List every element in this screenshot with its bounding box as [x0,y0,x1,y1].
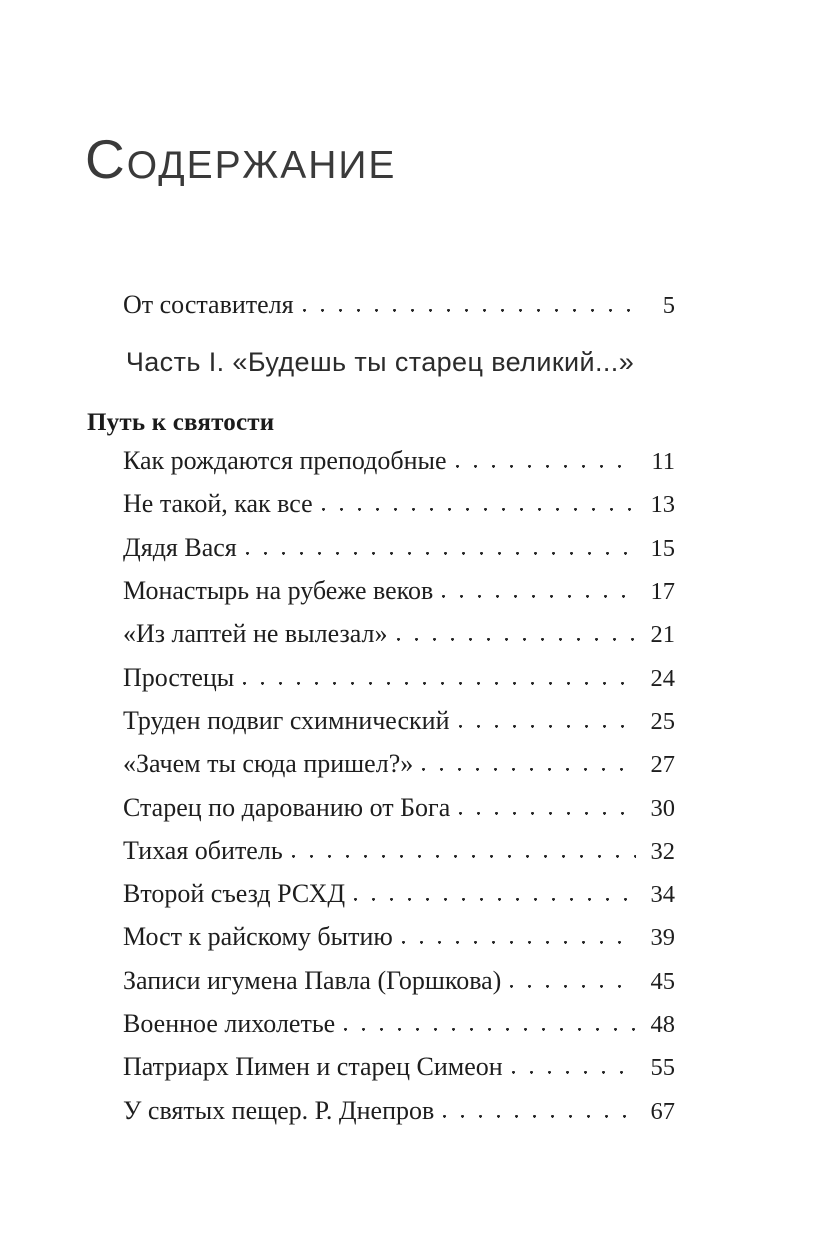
toc-entry-page: 34 [650,881,675,909]
toc-entry-page: 27 [650,751,675,779]
toc-entry [85,1009,675,1052]
toc-entry-page: 17 [650,577,675,605]
toc-entry-page: 5 [662,292,675,319]
toc-entry-title: Простецы [123,662,235,692]
toc-entry-title: Второй съезд РСХД [123,879,346,909]
dot-leader [421,749,636,792]
toc-entry-page: 30 [650,794,675,822]
toc-entry [85,966,675,1009]
toc-entry-front-matter [85,290,675,333]
toc-entry-title: Как рождаются преподобные [123,446,447,475]
toc-entry-title: Записи игумена Павла (Горшкова) [123,965,502,995]
page-title [85,128,397,190]
toc-entry [85,1052,675,1095]
toc-entry [85,922,675,965]
toc-entry-title: Не такой, как все [123,489,313,519]
toc-entry-page: 48 [650,1011,675,1039]
dot-leader [401,922,636,965]
toc-entry [85,663,675,706]
dot-leader [455,446,636,489]
dot-leader [511,1052,636,1095]
toc-entry [85,879,675,922]
section-heading: Путь к святости [87,409,275,436]
toc-entry-title: У святых пещер. Р. Днепров [123,1095,435,1125]
dot-leader [353,879,636,922]
toc-entry-page: 45 [650,967,675,995]
toc-entry [85,446,675,489]
dot-leader [458,793,636,836]
toc-entry-page: 15 [650,534,675,562]
toc-entry [85,1096,675,1139]
toc-entry-title: От составителя [123,290,294,319]
toc-entry-list [85,446,675,1139]
toc-entry-title: Труден подвиг схимнический [123,705,450,735]
toc-entry [85,619,675,662]
toc-entry-title: «Зачем ты сюда пришел?» [123,749,414,779]
toc-entry [85,576,675,619]
toc-entry-title: Монастырь на рубеже веков [123,575,434,605]
toc-entry-page: 11 [651,448,675,475]
toc-entry [85,793,675,836]
toc-entry [85,836,675,879]
page-title-initial: С [85,128,127,190]
toc-entry [85,706,675,749]
toc-entry-page: 55 [650,1054,675,1082]
dot-leader [302,290,636,333]
dot-leader [343,1009,636,1052]
dot-leader [291,836,636,879]
dot-leader [396,619,637,662]
toc-entry-page: 25 [650,707,675,735]
dot-leader [242,663,636,706]
dot-leader [245,533,636,576]
toc-entry-page: 21 [650,621,675,649]
toc-entry-title: Патриарх Пимен и старец Симеон [123,1052,503,1082]
toc-entry-title: Старец по дарованию от Бога [123,792,451,822]
toc-entry-title: «Из лаптей не вылезал» [123,619,388,649]
toc-entry [85,749,675,792]
dot-leader [442,1096,636,1139]
toc-entry-title: Дядя Вася [123,532,237,562]
toc-entry-title: Военное лихолетье [123,1009,336,1039]
dot-leader [509,966,636,1009]
toc-entry [85,489,675,532]
toc-entry-page: 32 [650,837,675,865]
dot-leader [441,576,636,619]
toc-entry-page: 39 [650,924,675,952]
toc-entry-page: 13 [650,491,675,519]
dot-leader [458,706,637,749]
toc-entry-title: Мост к райскому бытию [123,922,393,952]
toc-entry [85,533,675,576]
toc-entry-page: 67 [650,1097,675,1125]
toc-entry-page: 24 [650,664,675,692]
page-title-rest: ОДЕРЖАНИЕ [126,144,397,187]
part-heading: Часть I. «Будешь ты старец великий...» [125,347,635,377]
toc-entry-title: Тихая обитель [123,835,283,865]
dot-leader [321,489,636,532]
